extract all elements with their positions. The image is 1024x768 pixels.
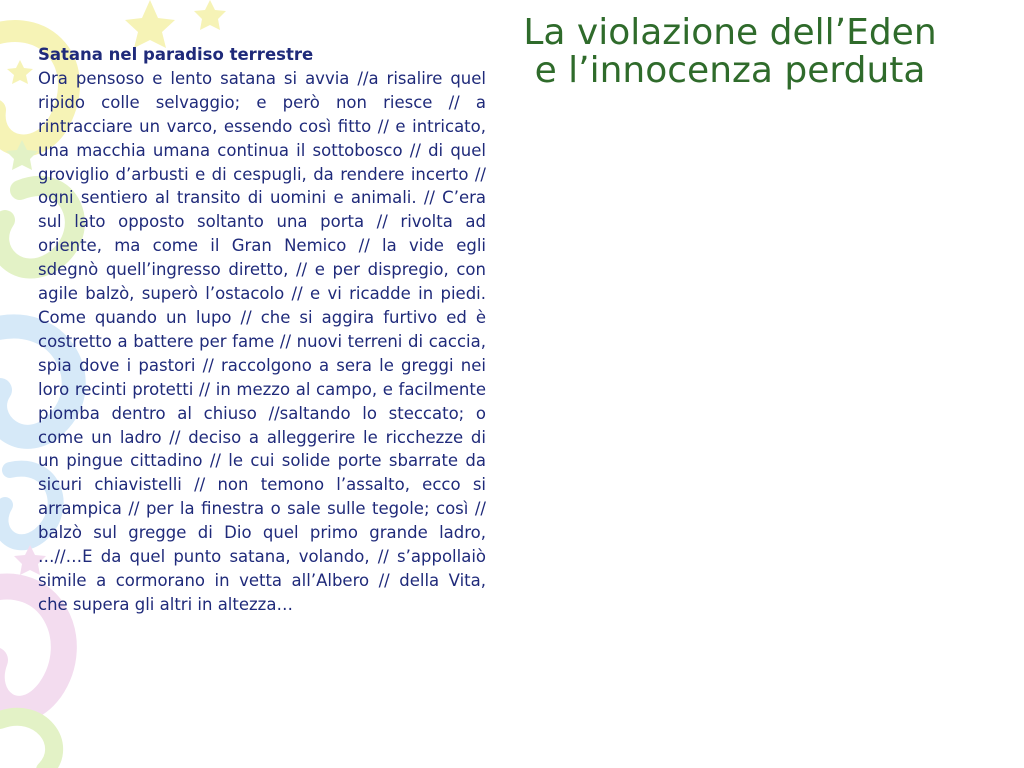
body-text-box bbox=[38, 43, 486, 617]
body-heading: Satana nel paradiso terrestre bbox=[38, 45, 314, 64]
slide-title-line-2: e l’innocenza perduta bbox=[534, 50, 926, 91]
star-yellow-1 bbox=[125, 0, 175, 48]
slide-title-line-1: La violazione dell’Eden bbox=[523, 12, 937, 53]
star-yellow-2 bbox=[194, 0, 226, 30]
swirl-green-bottom bbox=[0, 717, 54, 768]
star-yellow-3 bbox=[7, 60, 33, 84]
body-paragraph: Ora pensoso e lento satana si avvia //a risalire quel ripido colle selvaggio; e però non riesce // a rintracciare un varco, essendo così fitto // e intricato, una macchia umana continua il sottobosco // di quel groviglio d’arbusti e di cespugli, da rendere incerto // ogni sentiero al transito di uomini e animali. // C’era sul lato opposto soltanto una porta // rivolta ad oriente, ma come il Gran Nemico // la vide egli sdegnò quell’ingresso diretto, // e per dispregio, con agile balzò, superò l’ostacolo // e vi ricadde in piedi. Come quando un lupo // che si aggira furtivo ed è costretto a battere per fame // nuovi terreni di caccia, spia dove i pastori // raccolgono a sera le greggi nei loro recinti protetti // in mezzo al campo, e facilmente piomba dentro al chiuso //saltando lo steccato; o come un ladro // deciso a alleggerire le ricchezze di un pingue cittadino // le cui solide porte sbarrate da sicuri chiavistelli // non temono l’assalto, ecco si arrampica // per la finestra o sale sulle tegole; così // balzò sul gregge di Dio quel primo grande ladro, …//…E da quel punto satana, volando, // s’appollaiò simile a cormorano in vetta all’Albero // della Vita, che supera gli altri in altezza… bbox=[38, 68, 486, 614]
slide-title bbox=[480, 14, 980, 90]
